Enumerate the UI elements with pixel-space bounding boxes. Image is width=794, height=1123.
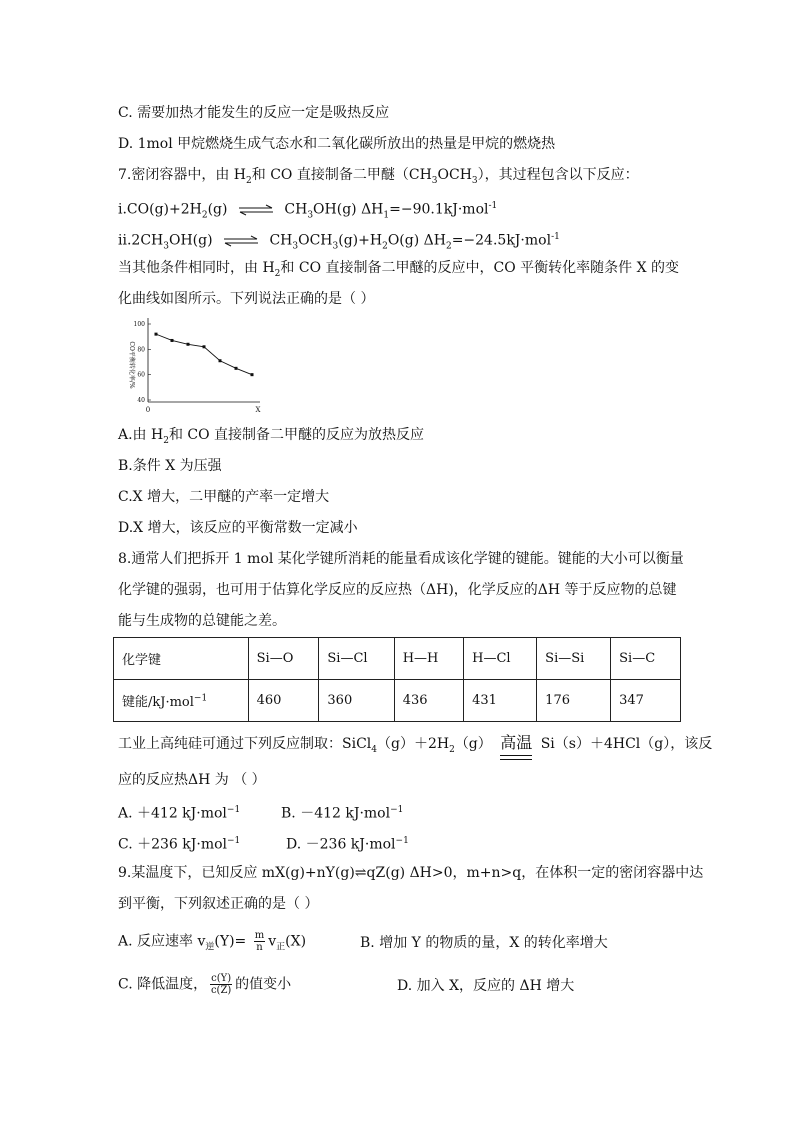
y-tick-label: 40 — [137, 397, 145, 404]
q9-paragraph-line1: 9.某温度下，已知反应 mX(g)+nY(g)⇌qZ(g) ΔH>0，m+n>q，在体积一定的密闭容器中达 — [118, 865, 704, 881]
equilibrium-arrow-icon — [238, 204, 274, 216]
reaction-condition: 高温 — [500, 733, 532, 760]
series-line — [156, 334, 252, 375]
fraction: $\frac{m}{n}$ — [254, 930, 265, 953]
data-point — [171, 339, 174, 342]
q7-option-a: A.由 $H_2$和 CO 直接制备二甲醚的反应为放热反应 — [118, 427, 425, 446]
option-d-text: D. 1mol 甲烷燃烧生成气态水和二氧化碳所放出的热量是甲烷的燃烧热 — [118, 136, 556, 152]
table-cell: Si—C — [611, 638, 681, 680]
q7-paragraph-line2: 化曲线如图所示。下列说法正确的是（ ） — [118, 291, 375, 307]
table-cell: 176 — [537, 680, 611, 722]
fraction: $\frac{c(Y)}{c(Z)}$ — [210, 973, 232, 996]
x-axis-label: X — [255, 406, 261, 414]
data-point — [203, 345, 206, 348]
y-tick-label: 80 — [137, 346, 145, 354]
table-cell: 431 — [464, 680, 537, 722]
q8-option-d: D. －236 kJ·mol$^{-1}$ — [286, 836, 409, 853]
y-tick-label: 100 — [133, 321, 145, 328]
q9-option-b: B. 增加 Y 的物质的量，X 的转化率增大 — [360, 935, 608, 951]
q7-reaction-1: $i.CO(g)+2H_2(g)$ $CH_3OH(g)$ $\Delta H_1=-90.1kJ\cdot mol^{-1}$ — [118, 201, 498, 221]
y-axis-label: CO平衡转化率/% — [128, 341, 135, 389]
table-row — [114, 680, 681, 722]
q7-option-b: B.条件 X 为压强 — [118, 458, 222, 474]
q8-option-a: A. ＋412 kJ·mol$^{-1}$ — [118, 805, 241, 822]
data-point — [155, 333, 158, 336]
q9-option-d: D. 加入 X，反应的 ΔH 增大 — [397, 978, 575, 994]
table-cell: Si—O — [248, 638, 319, 680]
q7-paragraph-line1: 当其他条件相同时，由 $H_2$和 CO 直接制备二甲醚的反应中，CO 平衡转化率随条件 X 的变 — [118, 260, 680, 279]
q8-reaction-line: 工业上高纯硅可通过下列反应制取：$SiCl_4(g)+2H_2(g)$ 高温 Si（s）＋4HCl（g），该反 — [118, 733, 712, 760]
table-cell: Si—Cl — [319, 638, 394, 680]
q8-paragraph-line1: 8.通常人们把拆开 1 mol 某化学键所消耗的能量看成该化学键的键能。键能的大小可以衡量 — [118, 551, 684, 567]
origin-label: 0 — [145, 406, 151, 414]
table-row — [114, 638, 681, 680]
option-c-text: C. 需要加热才能发生的反应一定是吸热反应 — [118, 105, 390, 121]
q7-stem: 7.密闭容器中，由 $H_2$和 CO 直接制备二甲醚$(CH_3OCH_3)$，其过程包含以下反应： — [118, 167, 639, 186]
q8-option-b: B. －412 kJ·mol$^{-1}$ — [281, 805, 404, 822]
q7-reaction-2: $ii.2CH_3OH(g)$ $CH_3OCH_3(g)+H_2O(g)$ $\Delta H_2=-24.5kJ\cdot mol^{-1}$ — [118, 232, 560, 252]
equilibrium-arrow-icon — [223, 235, 259, 247]
q7-option-c: C.X 增大，二甲醚的产率一定增大 — [118, 489, 330, 505]
table-cell: 360 — [319, 680, 394, 722]
data-point — [219, 359, 222, 362]
y-tick-label: 60 — [137, 371, 145, 379]
table-cell: H—Cl — [464, 638, 537, 680]
q8-paragraph-line3: 能与生成物的总键能之差。 — [118, 613, 286, 629]
q8-option-c: C. ＋236 kJ·mol$^{-1}$ — [118, 836, 241, 853]
data-point — [187, 343, 190, 346]
q8-question-line: 应的反应热ΔH 为 （ ） — [118, 772, 266, 788]
bond-energy-table — [113, 637, 681, 722]
q7-option-d: D.X 增大，该反应的平衡常数一定减小 — [118, 520, 358, 536]
table-cell: Si—Si — [537, 638, 611, 680]
q9-option-a: A. 反应速率 $v_逆(Y)=$ $\frac{m}{n}$ $v_正(X)$ — [118, 930, 307, 953]
table-header-cell: 键能/kJ·mol$^{-1}$ — [114, 680, 249, 722]
table-cell: 436 — [394, 680, 463, 722]
data-point — [251, 373, 254, 376]
table-cell: 460 — [248, 680, 319, 722]
q8-paragraph-line2: 化学键的强弱，也可用于估算化学反应的反应热（ΔH)，化学反应的ΔH 等于反应物的总键 — [118, 582, 677, 598]
data-point — [235, 367, 238, 370]
table-cell: 347 — [611, 680, 681, 722]
q9-paragraph-line2: 到平衡，下列叙述正确的是（ ） — [118, 896, 319, 912]
q9-option-c: C. 降低温度， $\frac{c(Y)}{c(Z)}$ 的值变小 — [118, 973, 292, 996]
table-cell: H—H — [394, 638, 463, 680]
co-conversion-chart — [118, 312, 270, 418]
table-header-cell: 化学键 — [114, 638, 249, 680]
